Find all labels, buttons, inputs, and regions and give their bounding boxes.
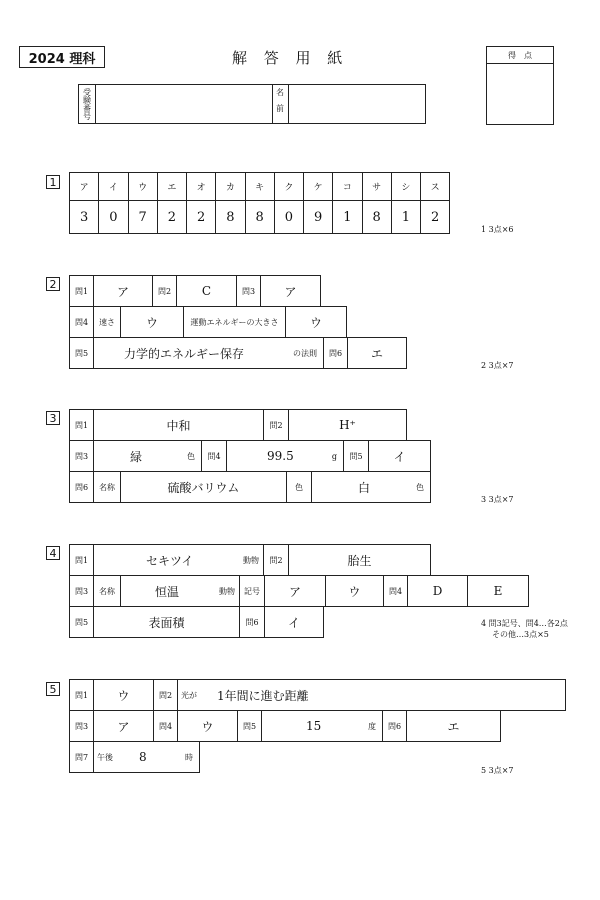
q4-points-line-2: その他…3点×5: [492, 630, 549, 639]
name-label-cell: [272, 85, 289, 123]
q1-letter-cell: シ: [391, 172, 421, 201]
q4-label-5: 問5: [69, 606, 94, 638]
q3-answer-3[interactable]: [93, 440, 202, 472]
q3-label-5: 問5: [343, 440, 369, 472]
q2-points: 2 3点×7: [481, 361, 514, 370]
q2-answer-6[interactable]: エ: [347, 337, 407, 369]
q5-label-2: 問2: [153, 679, 178, 711]
q5-answer-2-text: 1年間に進む距離: [217, 688, 309, 703]
q1-answer-cell[interactable]: 9: [303, 200, 333, 234]
q4-answer-2[interactable]: 胎生: [288, 544, 431, 576]
q2-answer-3[interactable]: ア: [260, 275, 321, 307]
q1-answer-cell[interactable]: 8: [245, 200, 275, 234]
score-box: [486, 46, 554, 125]
q5-answer-3[interactable]: ア: [93, 710, 154, 742]
q5-label-1: 問1: [69, 679, 94, 711]
section-number-5: 5: [46, 682, 60, 696]
q2-answer-4-energy[interactable]: ウ: [285, 306, 347, 338]
q1-letter-cell: コ: [332, 172, 362, 201]
q2-label-5: 問5: [69, 337, 94, 369]
q3-answer-1[interactable]: 中和: [93, 409, 264, 441]
q1-answer-cell[interactable]: 1: [391, 200, 421, 234]
q3-name-label: 名称: [93, 471, 121, 503]
q4-answer-1-unit: 動物: [243, 555, 259, 565]
q5-answer-5-text: 15: [306, 719, 322, 733]
q3-label-3: 問3: [69, 440, 94, 472]
q3-answer-6-color-unit: 色: [416, 482, 424, 492]
q1-answer-cell[interactable]: 2: [186, 200, 216, 234]
q1-answer-cell[interactable]: 0: [98, 200, 128, 234]
q1-answer-cell[interactable]: 2: [157, 200, 187, 234]
q5-answer-7-text: 8: [139, 750, 147, 764]
q3-answer-3-unit: 色: [187, 451, 195, 461]
q2-answer-5-text: 力学的エネルギー保存: [124, 346, 245, 361]
q2-answer-4-speed[interactable]: ウ: [120, 306, 184, 338]
q5-answer-7[interactable]: [93, 741, 200, 773]
q2-answer-1[interactable]: ア: [93, 275, 153, 307]
q4-answer-1[interactable]: [93, 544, 264, 576]
q4-answer-3-name[interactable]: [120, 575, 240, 607]
exam-number-field[interactable]: [95, 85, 273, 123]
q1-letter-cell: カ: [215, 172, 245, 201]
q1-letter-cell: ス: [420, 172, 450, 201]
q4-answer-6[interactable]: イ: [264, 606, 324, 638]
q1-answer-cell[interactable]: 2: [420, 200, 450, 234]
q4-points-line-1: 4 問3記号、問4…各2点: [481, 619, 568, 628]
q3-answer-4[interactable]: [226, 440, 344, 472]
q2-kinetic-energy-label: 運動エネルギーの大きさ: [183, 306, 286, 338]
q4-label-1: 問1: [69, 544, 94, 576]
q4-label-2: 問2: [263, 544, 289, 576]
q4-answer-3-name-text: 恒温: [155, 584, 180, 599]
q1-letter-cell: ク: [274, 172, 304, 201]
score-label: 得 点: [508, 50, 532, 60]
q3-label-6: 問6: [69, 471, 94, 503]
name-label: 名前: [275, 88, 285, 120]
q4-answer-3-name-unit: 動物: [219, 586, 235, 596]
q5-answer-1[interactable]: ウ: [93, 679, 154, 711]
q4-label-3: 問3: [69, 575, 94, 607]
q3-answer-6-color[interactable]: [311, 471, 431, 503]
q5-label-4: 問4: [153, 710, 178, 742]
q1-answer-cell[interactable]: 1: [332, 200, 362, 234]
q2-answer-2[interactable]: C: [176, 275, 237, 307]
q1-answer-cell[interactable]: 7: [128, 200, 158, 234]
q5-answer-6[interactable]: エ: [406, 710, 501, 742]
q1-letter-cell: イ: [98, 172, 128, 201]
q4-answer-1-text: セキツイ: [146, 553, 194, 568]
q3-answer-3-text: 緑: [130, 449, 143, 464]
q3-answer-2[interactable]: H⁺: [288, 409, 407, 441]
q5-answer-7-prefix: 午後: [97, 752, 113, 762]
q3-label-2: 問2: [263, 409, 289, 441]
q4-answer-3-symbol-a[interactable]: ア: [264, 575, 326, 607]
q5-label-5: 問5: [237, 710, 262, 742]
q3-points: 3 3点×7: [481, 495, 514, 504]
exam-number-label: 受験番号: [82, 88, 92, 120]
q3-color-label: 色: [286, 471, 312, 503]
q5-points: 5 3点×7: [481, 766, 514, 775]
q4-answer-4a[interactable]: D: [407, 575, 468, 607]
q5-label-6: 問6: [382, 710, 407, 742]
q3-answer-5[interactable]: イ: [368, 440, 431, 472]
q2-label-1: 問1: [69, 275, 94, 307]
q5-answer-5-unit: 度: [368, 721, 376, 731]
q1-letter-cell: エ: [157, 172, 187, 201]
q1-letter-cell: オ: [186, 172, 216, 201]
q2-label-6: 問6: [323, 337, 348, 369]
q1-points: 1 3点×6: [481, 225, 514, 234]
q3-label-4: 問4: [201, 440, 227, 472]
q4-label-6: 問6: [239, 606, 265, 638]
section-number-2: 2: [46, 277, 60, 291]
q2-answer-5-suffix: の法則: [293, 348, 317, 358]
q4-answer-5[interactable]: 表面積: [93, 606, 240, 638]
year-subject: 2024 理科: [28, 51, 96, 67]
q4-label-4: 問4: [383, 575, 408, 607]
q1-answer-cell[interactable]: 8: [362, 200, 392, 234]
section-number-3: 3: [46, 411, 60, 425]
q5-answer-2[interactable]: [177, 679, 566, 711]
q3-answer-4-text: 99.5: [267, 449, 294, 463]
q4-answer-3-symbol-b[interactable]: ウ: [325, 575, 384, 607]
section-number-4: 4: [46, 546, 60, 560]
q1-answer-cell[interactable]: 0: [274, 200, 304, 234]
q1-answer-cell[interactable]: 8: [215, 200, 245, 234]
q5-answer-5[interactable]: [261, 710, 383, 742]
q4-name-label: 名称: [93, 575, 121, 607]
q2-label-4: 問4: [69, 306, 94, 338]
q3-answer-6-name[interactable]: 硫酸バリウム: [120, 471, 287, 503]
q1-letter-cell: ケ: [303, 172, 333, 201]
q2-label-3: 問3: [236, 275, 261, 307]
q1-letter-cell: ア: [69, 172, 99, 201]
q3-answer-6-color-text: 白: [358, 480, 371, 495]
q3-label-1: 問1: [69, 409, 94, 441]
q5-answer-7-unit: 時: [185, 752, 193, 762]
q5-label-3: 問3: [69, 710, 94, 742]
q2-label-2: 問2: [152, 275, 177, 307]
q5-answer-2-prefix: 光が: [181, 690, 197, 700]
q4-symbol-label: 記号: [239, 575, 265, 607]
subject-box: [19, 46, 105, 68]
score-label-cell: [487, 47, 553, 64]
page-title: 解 答 用 紙: [232, 49, 349, 67]
section-number-1: 1: [46, 175, 60, 189]
exam-number-label-cell: [79, 85, 96, 123]
q1-letter-cell: ウ: [128, 172, 158, 201]
q1-letter-cell: キ: [245, 172, 275, 201]
q2-speed-label: 速さ: [93, 306, 121, 338]
q1-answer-cell[interactable]: 3: [69, 200, 99, 234]
q4-answer-4b[interactable]: E: [467, 575, 529, 607]
examinee-box: [78, 84, 426, 124]
q3-answer-4-unit: g: [331, 451, 337, 461]
q5-answer-4[interactable]: ウ: [177, 710, 238, 742]
name-field[interactable]: [289, 85, 425, 123]
q2-answer-5[interactable]: [93, 337, 324, 369]
q1-letter-cell: サ: [362, 172, 392, 201]
q5-label-7: 問7: [69, 741, 94, 773]
